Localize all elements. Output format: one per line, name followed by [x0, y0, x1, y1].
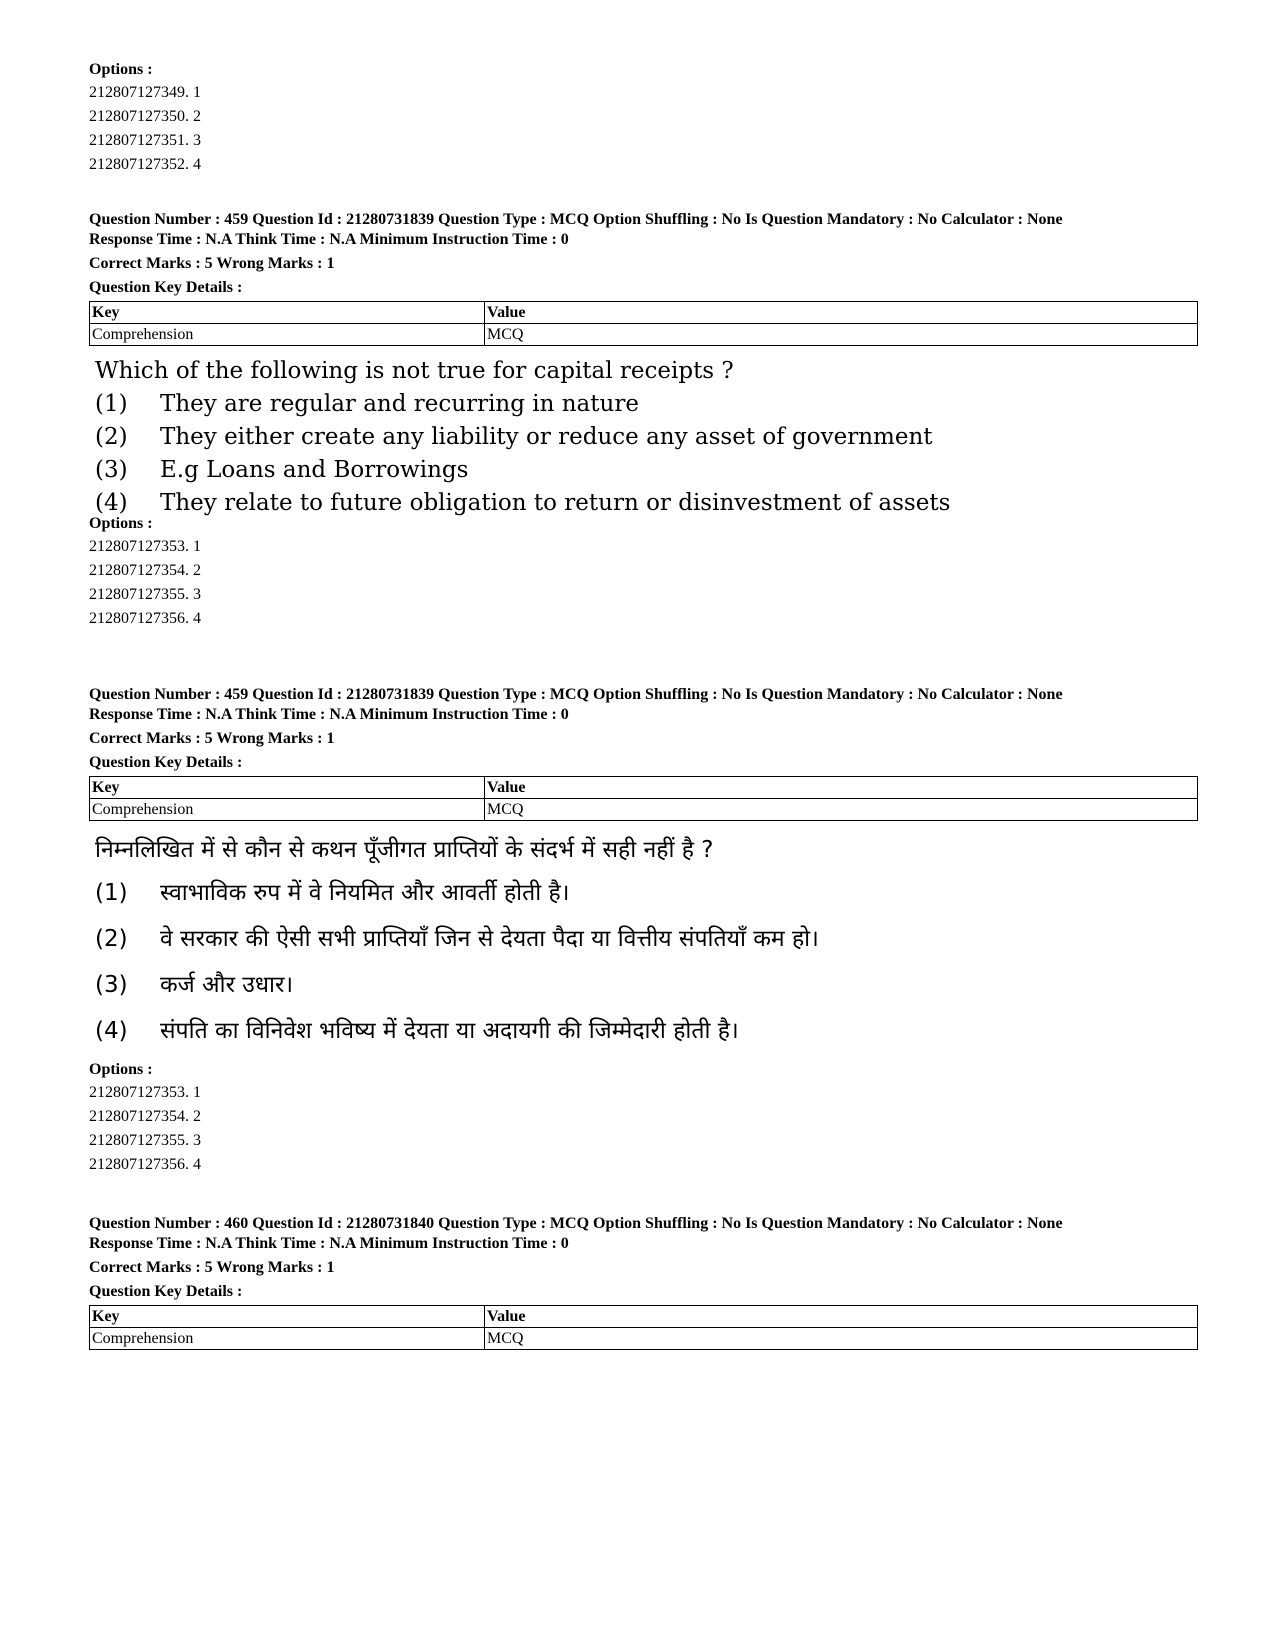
- choice-text: कर्ज और उधार।: [160, 972, 294, 998]
- table-cell-value: MCQ: [485, 1328, 1198, 1350]
- key-value-table: [89, 776, 1198, 821]
- option-item: 212807127350. 2: [89, 108, 201, 125]
- marks-line: Correct Marks : 5 Wrong Marks : 1: [89, 255, 335, 272]
- option-item: 212807127349. 1: [89, 84, 201, 101]
- question-text: निम्नलिखित में से कौन से कथन पूँजीगत प्राप्तियों के संदर्भ में सही नहीं है ?: [95, 837, 714, 863]
- option-item: 212807127356. 4: [89, 1156, 201, 1173]
- option-item: 212807127351. 3: [89, 132, 201, 149]
- table-row: [90, 324, 1198, 346]
- choice-text: They relate to future obligation to return or disinvestment of assets: [160, 490, 951, 516]
- marks-line: Correct Marks : 5 Wrong Marks : 1: [89, 1259, 335, 1276]
- option-item: 212807127352. 4: [89, 156, 201, 173]
- option-item: 212807127355. 3: [89, 586, 201, 603]
- question-text: Which of the following is not true for capital receipts ?: [95, 358, 734, 384]
- table-header-row: [90, 302, 1198, 324]
- choice-text: स्वाभाविक रुप में वे नियमित और आवर्ती होती है।: [160, 880, 570, 906]
- question-meta-line1: Question Number : 459 Question Id : 21280731839 Question Type : MCQ Option Shuffling : No Is Question Mandatory : No Calculator : None: [89, 211, 1063, 228]
- table-cell-key: Comprehension: [90, 324, 485, 346]
- question-meta-line1: Question Number : 460 Question Id : 21280731840 Question Type : MCQ Option Shuffling : No Is Question Mandatory : No Calculator : None: [89, 1215, 1063, 1232]
- question-meta-line2: Response Time : N.A Think Time : N.A Minimum Instruction Time : 0: [89, 1235, 569, 1252]
- choice-item: [95, 916, 1195, 962]
- options-label: Options :: [89, 515, 153, 532]
- marks-line: Correct Marks : 5 Wrong Marks : 1: [89, 730, 335, 747]
- table-header-value: Value: [485, 1306, 1198, 1328]
- question-meta: [89, 1214, 1199, 1350]
- key-details-label: Question Key Details :: [89, 1283, 243, 1300]
- question-meta-line1: Question Number : 459 Question Id : 21280731839 Question Type : MCQ Option Shuffling : No Is Question Mandatory : No Calculator : None: [89, 686, 1063, 703]
- key-details-label: Question Key Details :: [89, 279, 243, 296]
- key-value-table: [89, 301, 1198, 346]
- table-row: [90, 1328, 1198, 1350]
- key-details-label: Question Key Details :: [89, 754, 243, 771]
- options-block: [89, 1058, 1199, 1177]
- choice-item: [95, 454, 1195, 487]
- choice-number: (1): [95, 880, 128, 906]
- table-cell-key: Comprehension: [90, 799, 485, 821]
- choice-text: They either create any liability or reduce any asset of government: [160, 424, 933, 450]
- options-block: [89, 512, 1199, 631]
- option-item: 212807127355. 3: [89, 1132, 201, 1149]
- choice-number: (3): [95, 972, 128, 998]
- option-item: 212807127354. 2: [89, 562, 201, 579]
- table-cell-value: MCQ: [485, 799, 1198, 821]
- option-item: 212807127356. 4: [89, 610, 201, 627]
- choice-text: They are regular and recurring in nature: [160, 391, 639, 417]
- options-label: Options :: [89, 61, 153, 78]
- choice-text: वे सरकार की ऐसी सभी प्राप्तियाँ जिन से देयता पैदा या वित्तीय संपतियाँ कम हो।: [160, 926, 819, 952]
- option-item: 212807127354. 2: [89, 1108, 201, 1125]
- choice-number: (3): [95, 457, 128, 483]
- question-meta-line2: Response Time : N.A Think Time : N.A Minimum Instruction Time : 0: [89, 231, 569, 248]
- option-item: 212807127353. 1: [89, 1084, 201, 1101]
- choice-number: (2): [95, 926, 128, 952]
- choice-item: [95, 388, 1195, 421]
- question-meta: [89, 685, 1199, 821]
- table-header-key: Key: [90, 302, 485, 324]
- question-meta-line2: Response Time : N.A Think Time : N.A Minimum Instruction Time : 0: [89, 706, 569, 723]
- key-value-table: [89, 1305, 1198, 1350]
- choice-text: संपति का विनिवेश भविष्य में देयता या अदायगी की जिम्मेदारी होती है।: [160, 1018, 739, 1044]
- question-body-english: [95, 355, 1195, 520]
- choice-item: [95, 421, 1195, 454]
- question-meta: [89, 210, 1199, 346]
- choice-number: (4): [95, 1018, 128, 1044]
- table-header-key: Key: [90, 1306, 485, 1328]
- choice-number: (2): [95, 424, 128, 450]
- choice-number: (1): [95, 391, 128, 417]
- table-header-value: Value: [485, 777, 1198, 799]
- table-header-key: Key: [90, 777, 485, 799]
- table-row: [90, 799, 1198, 821]
- table-header-row: [90, 1306, 1198, 1328]
- choice-number: (4): [95, 490, 128, 516]
- options-label: Options :: [89, 1061, 153, 1078]
- choice-text: E.g Loans and Borrowings: [160, 457, 469, 483]
- option-item: 212807127353. 1: [89, 538, 201, 555]
- choice-item: [95, 1008, 1195, 1054]
- choice-item: [95, 870, 1195, 916]
- question-body-hindi: [95, 830, 1195, 1054]
- table-cell-value: MCQ: [485, 324, 1198, 346]
- choice-item: [95, 962, 1195, 1008]
- table-header-value: Value: [485, 302, 1198, 324]
- options-block: [89, 58, 1199, 177]
- table-header-row: [90, 777, 1198, 799]
- table-cell-key: Comprehension: [90, 1328, 485, 1350]
